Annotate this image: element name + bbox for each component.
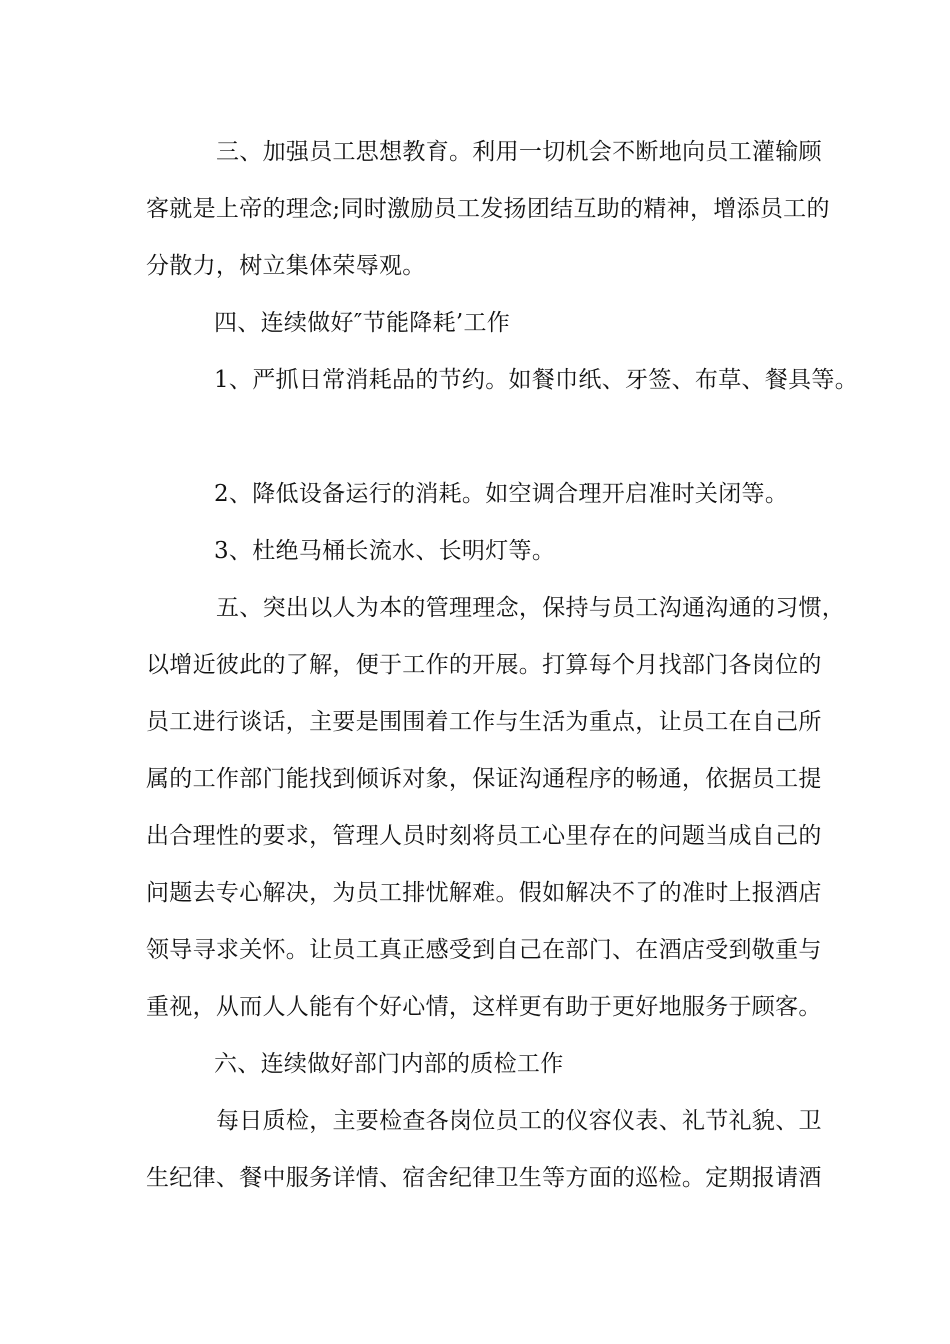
- paragraph-3-line-2: 客就是上帝的理念;同时激励员工发扬团结互助的精神，增添员工的: [146, 196, 830, 222]
- list-item-2: 2、降低设备运行的消耗。如空调合理开启准时关闭等。: [214, 481, 789, 507]
- paragraph-5-line-5: 出合理性的要求，管理人员时刻将员工心里存在的问题当成自己的: [146, 823, 822, 849]
- list-item-1: 1、严抓日常消耗品的节约。如餐巾纸、牙签、布草、餐具等。: [214, 367, 859, 393]
- paragraph-5-line-2: 以增近彼此的了解，便于工作的开展。打算每个月找部门各岗位的: [146, 652, 822, 678]
- paragraph-5-line-3: 员工进行谈话，主要是围围着工作与生活为重点，让员工在自己所: [146, 709, 822, 735]
- paragraph-5-line-4: 属的工作部门能找到倾诉对象，保证沟通程序的畅通，依据员工提: [146, 766, 822, 792]
- paragraph-3-line-3: 分散力，树立集体荣辱观。: [146, 253, 426, 279]
- list-item-3: 3、杜绝马桶长流水、长明灯等。: [214, 538, 556, 564]
- paragraph-5-line-8: 重视，从而人人能有个好心情，这样更有助于更好地服务于顾客。: [146, 994, 822, 1020]
- section-4-heading: 四、连续做好″节能降耗’工作: [214, 310, 511, 336]
- paragraph-5-line-7: 领导寻求关怀。让员工真正感受到自己在部门、在酒店受到敬重与: [146, 937, 822, 963]
- paragraph-3-line-1: 三、加强员工思想教育。利用一切机会不断地向员工灌输顾: [216, 139, 822, 165]
- paragraph-6-line-2: 生纪律、餐中服务详情、宿舍纪律卫生等方面的巡检。定期报请酒: [146, 1165, 822, 1191]
- paragraph-5-line-6: 问题去专心解决，为员工排忧解难。假如解决不了的准时上报酒店: [146, 880, 822, 906]
- paragraph-6-line-1: 每日质检，主要检查各岗位员工的仪容仪表、礼节礼貌、卫: [216, 1108, 822, 1134]
- paragraph-5-line-1: 五、突出以人为本的管理理念，保持与员工沟通沟通的习惯，: [216, 595, 846, 621]
- section-6-heading: 六、连续做好部门内部的质检工作: [214, 1051, 564, 1077]
